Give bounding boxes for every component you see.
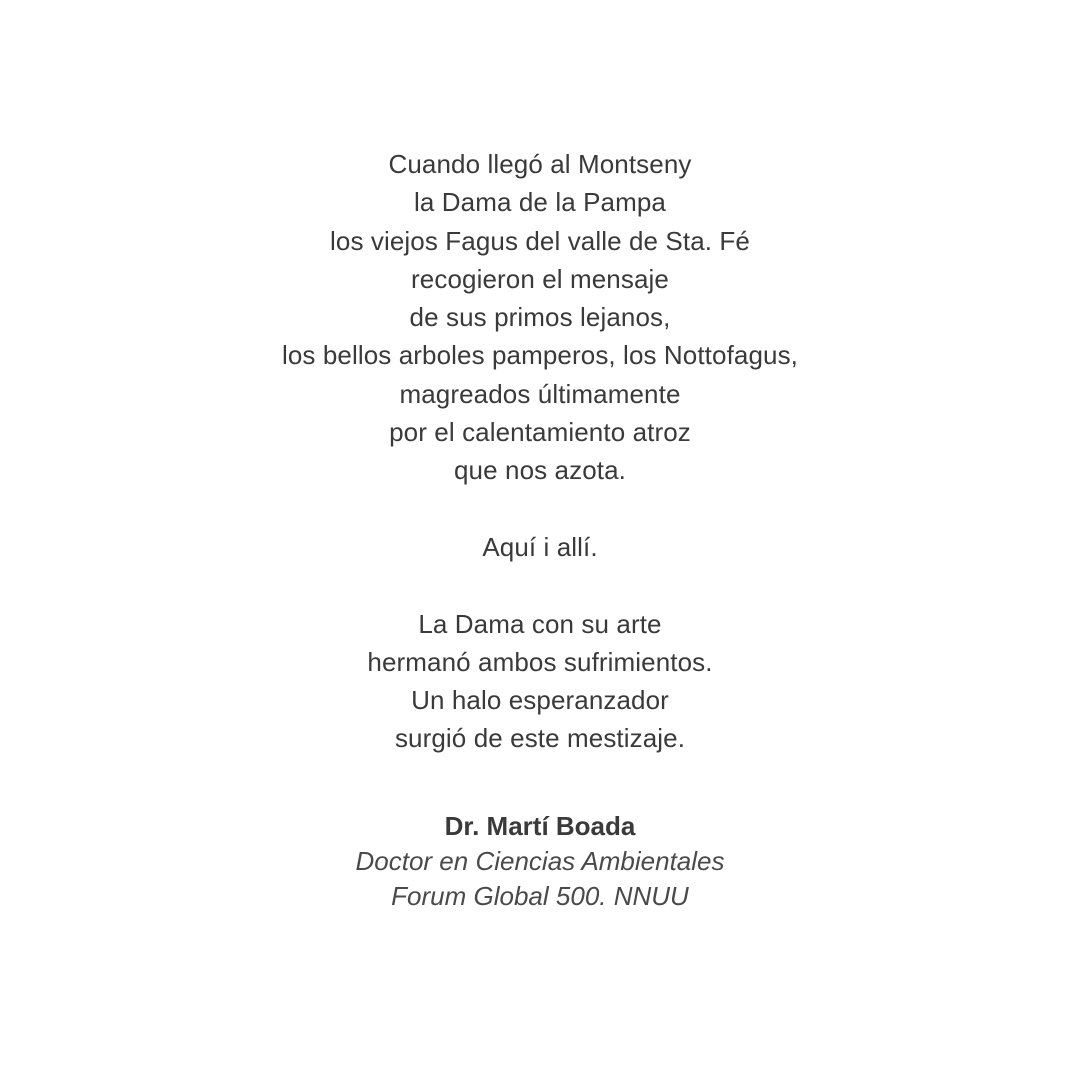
author-affiliation: Forum Global 500. NNUU (391, 881, 689, 911)
stanza-3 (0, 605, 1080, 758)
author-name: Dr. Martí Boada (444, 811, 636, 841)
stanza-1 (0, 145, 1080, 490)
poem-line: surgió de este mestizaje. (394, 723, 686, 754)
poem-line: La Dama con su arte (418, 608, 662, 639)
poem-line: los bellos arboles pamperos, los Nottofagus, (281, 340, 798, 371)
poem-line: los viejos Fagus del valle de Sta. Fé (330, 225, 750, 256)
poem-line: recogieron el mensaje (411, 263, 669, 294)
poem-line: Un halo esperanzador (411, 685, 669, 716)
poem-line: hermanó ambos sufrimientos. (367, 646, 713, 677)
poem-line: por el calentamiento atroz (389, 417, 691, 448)
stanza-2 (0, 528, 1080, 566)
poem (0, 145, 1080, 758)
poem-line: Aquí i allí. (482, 531, 598, 562)
signature-block (0, 808, 1080, 914)
poem-line: Cuando llegó al Montseny (388, 149, 692, 179)
poem-line: de sus primos lejanos, (409, 302, 671, 333)
author-title: Doctor en Ciencias Ambientales (355, 846, 725, 876)
poem-line: la Dama de la Pampa (414, 187, 666, 218)
poem-line: magreados últimamente (399, 378, 681, 409)
poem-line: que nos azota. (454, 455, 626, 486)
